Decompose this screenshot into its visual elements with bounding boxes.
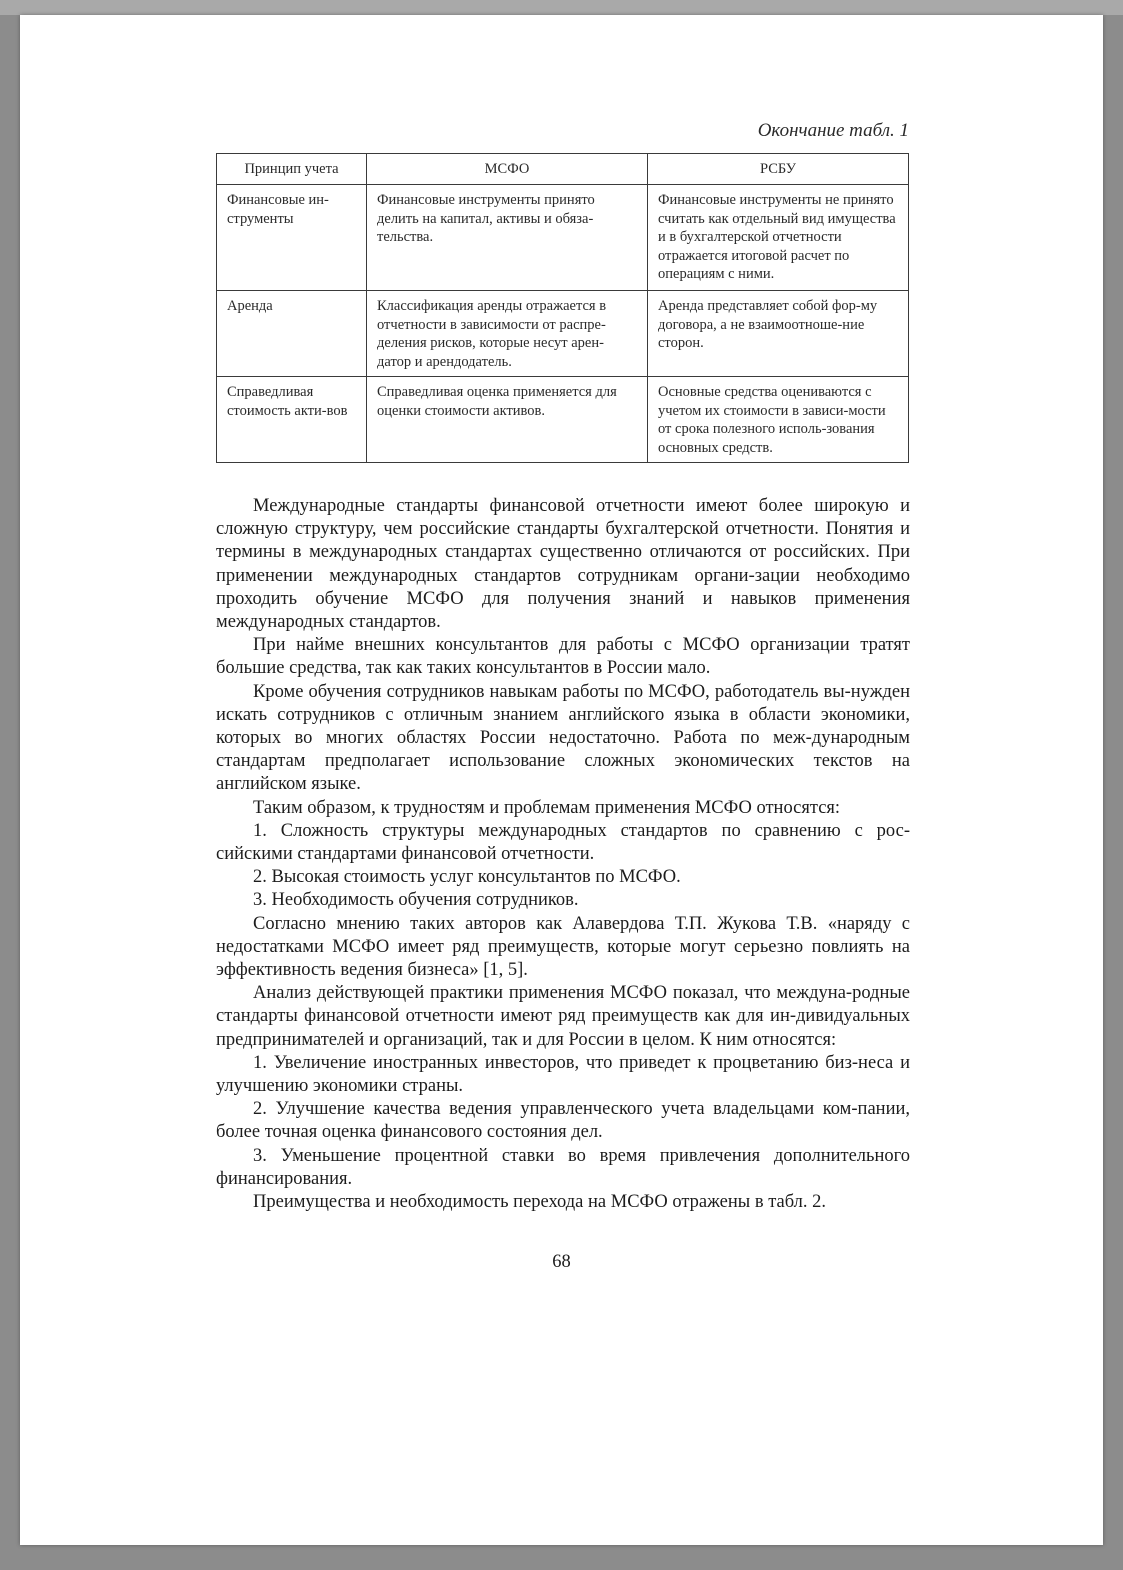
table-row	[217, 377, 909, 463]
cell-rsbu: Основные средства оцениваются с учетом их стоимости в зависи-мости от срока полезного исполь-зования основных средств.	[648, 377, 909, 463]
cell-msfo: Классификация аренды отражается в отчетности в зависимости от распре-деления рисков, которые несут арен-датор и арендодатель.	[367, 291, 648, 377]
list-item: 1. Увеличение иностранных инвесторов, что приведет к процветанию биз-неса и улучшению экономики страны.	[216, 1052, 910, 1097]
list-item: 1. Сложность структуры международных стандартов по сравнению с рос-сийскими стандартами финансовой отчетности.	[216, 820, 910, 865]
paragraph: Анализ действующей практики применения МСФО показал, что междуна-родные стандарты финансовой отчетности имеют ряд преимуществ как для ин-дивидуальных предпринимателей и организаций, так и для России в целом. К ним относятся:	[216, 983, 910, 1050]
paragraph: Международные стандарты финансовой отчетности имеют более широкую и сложную структуру, чем российские стандарты бухгалтерской отчетности. Понятия и термины в международных стандартах существенно отличаются от российских. При применении международных стандартов сотрудникам органи-зации необходимо проходить обучение МСФО для получения знаний и навыков применения международных стандартов.	[216, 496, 910, 633]
table-caption: Окончание табл. 1	[757, 120, 909, 141]
paragraph: Кроме обучения сотрудников навыкам работы по МСФО, работодатель вы-нужден искать сотрудников с отличным знанием английского языка в области экономики, которых во многих областях России недостаточно. Работа по меж-дународным стандартам предполагает использование сложных экономических текстов на английском языке.	[216, 681, 910, 795]
cell-principle: Финансовые ин-струменты	[217, 185, 367, 291]
paragraph: При найме внешних консультантов для работы с МСФО организации тратят большие средства, так как таких консультантов в России мало.	[216, 635, 910, 679]
header-rsbu: РСБУ	[648, 154, 909, 185]
cell-msfo: Финансовые инструменты принято делить на капитал, активы и обяза-тельства.	[367, 185, 648, 291]
table-row	[217, 185, 909, 291]
list-item: 3. Уменьшение процентной ставки во время привлечения дополнительного финансирования.	[216, 1145, 910, 1189]
paragraph: Преимущества и необходимость перехода на МСФО отражены в табл. 2.	[253, 1192, 827, 1213]
cell-rsbu: Финансовые инструменты не принято считать как отдельный вид имущества и в бухгалтерской отчетности отражается итоговой расчет по операциям с ними.	[648, 185, 909, 291]
header-principle: Принцип учета	[217, 154, 367, 185]
document-page	[20, 15, 1103, 1545]
body-text	[216, 495, 910, 1214]
comparison-table	[216, 153, 909, 463]
page-number: 68	[552, 1252, 571, 1272]
list-item: 2. Улучшение качества ведения управленческого учета владельцами ком-пании, более точная оценка финансового состояния дел.	[216, 1099, 910, 1143]
paragraph: Согласно мнению таких авторов как Алавердова Т.П. Жукова Т.В. «наряду с недостатками МСФО имеет ряд преимуществ, которые могут серьезно повлиять на эффективность ведения бизнеса» [1, 5].	[216, 913, 910, 981]
viewer-top-edge	[0, 0, 1123, 15]
table-header-row	[217, 154, 909, 185]
list-item: 2. Высокая стоимость услуг консультантов по МСФО.	[253, 867, 681, 888]
cell-rsbu: Аренда представляет собой фор-му договора, а не взаимоотноше-ние сторон.	[648, 291, 909, 377]
table-row	[217, 291, 909, 377]
cell-principle: Справедливая стоимость акти-вов	[217, 377, 367, 463]
cell-principle: Аренда	[217, 291, 367, 377]
paragraph: Таким образом, к трудностям и проблемам применения МСФО относятся:	[253, 797, 841, 818]
header-msfo: МСФО	[367, 154, 648, 185]
cell-msfo: Справедливая оценка применяется для оценки стоимости активов.	[367, 377, 648, 463]
list-item: 3. Необходимость обучения сотрудников.	[253, 890, 579, 911]
